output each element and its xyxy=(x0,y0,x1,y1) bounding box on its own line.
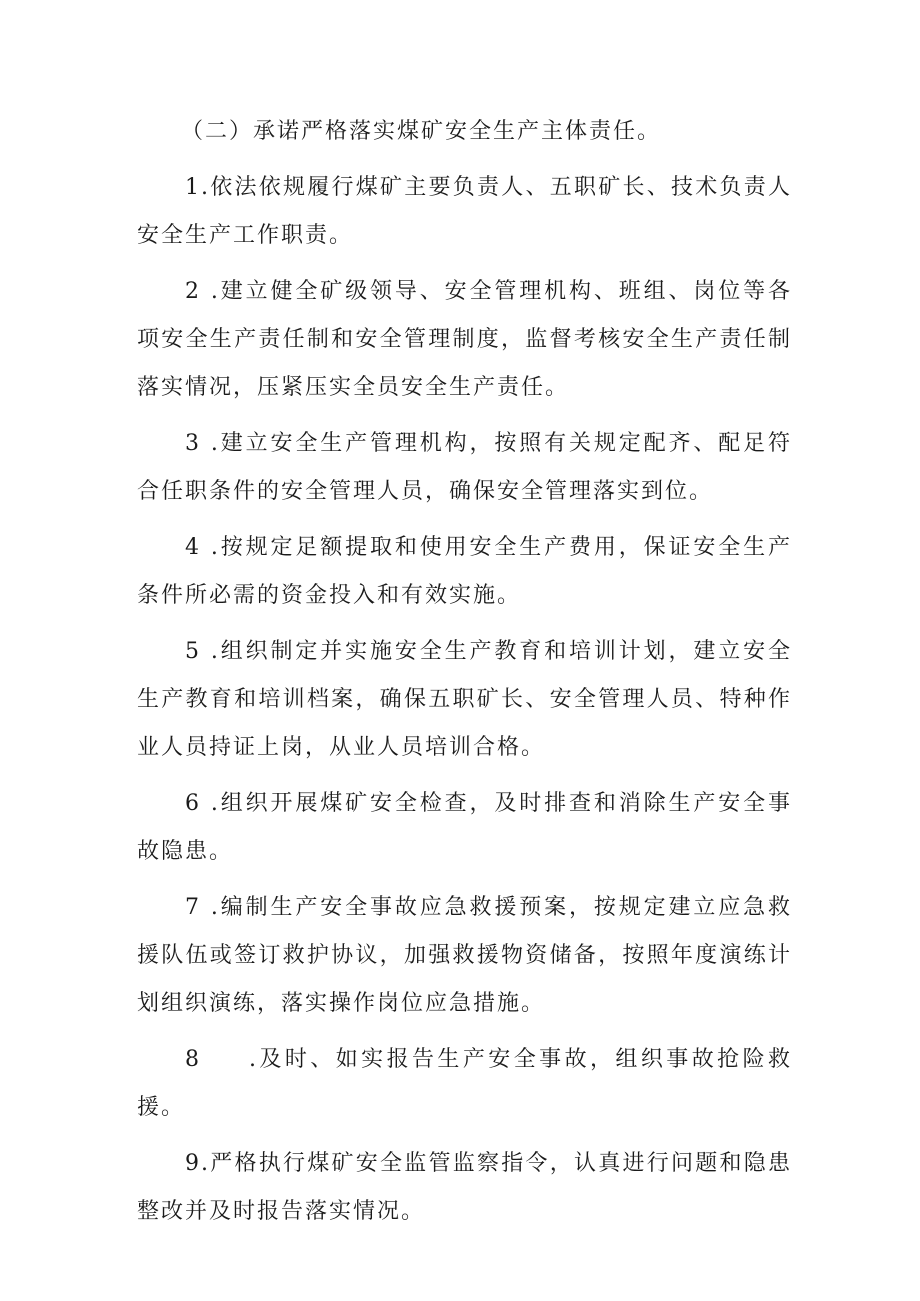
document-body xyxy=(137,108,792,1244)
item-8-text: .及时、如实报告生产安全事故，组织事故抢险救援。 xyxy=(137,1047,792,1120)
item-5: 5 .组织制定并实施安全生产教育和培训计划，建立安全生产教育和培训档案，确保五职矿长、安全管理人员、特种作业人员持证上岗，从业人员培训合格。 xyxy=(137,639,792,760)
item-7: 7 .编制生产安全事故应急救援预案，按规定建立应急救援队伍或签订救护协议，加强救援物资储备，按照年度演练计划组织演练，落实操作岗位应急措施。 xyxy=(137,895,792,1016)
item-4: 4 .按规定足额提取和使用安全生产费用，保证安全生产条件所必需的资金投入和有效实施。 xyxy=(137,535,792,608)
item-1: 1.依法依规履行煤矿主要负责人、五职矿长、技术负责人安全生产工作职责。 xyxy=(137,175,792,248)
item-6: 6 .组织开展煤矿安全检查，及时排查和消除生产安全事故隐患。 xyxy=(137,791,792,864)
item-2: 2 .建立健全矿级领导、安全管理机构、班组、岗位等各项安全生产责任制和安全管理制度，监督考核安全生产责任制落实情况，压紧压实全员安全生产责任。 xyxy=(137,279,792,400)
item-8-number: 8 xyxy=(185,1047,201,1072)
section-heading: （二）承诺严格落实煤矿安全生产主体责任。 xyxy=(181,119,662,144)
item-9: 9.严格执行煤矿安全监管监察指令，认真进行问题和隐患整改并及时报告落实情况。 xyxy=(137,1151,792,1224)
item-3: 3 .建立安全生产管理机构，按照有关规定配齐、配足符合任职条件的安全管理人员，确保安全管理落实到位。 xyxy=(137,431,792,504)
item-8 xyxy=(137,1036,792,1132)
